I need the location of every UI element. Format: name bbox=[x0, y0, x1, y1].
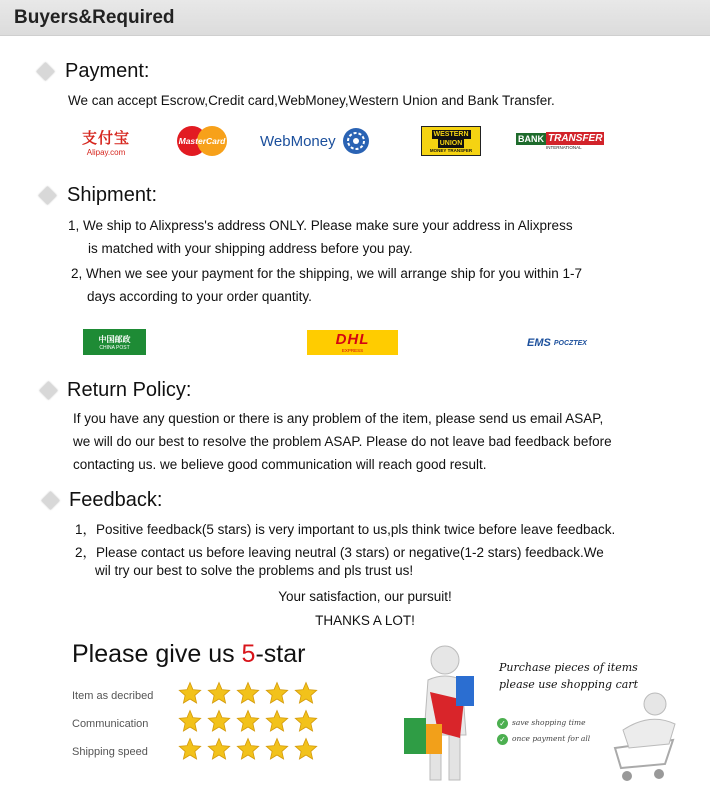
rating-stars-shipping bbox=[178, 737, 318, 761]
china-post-logo-text: CHINA POST bbox=[99, 344, 130, 351]
star-icon bbox=[207, 709, 231, 733]
payment-title: Payment: bbox=[65, 60, 150, 82]
shipment-line-2: is matched with your shipping address before you pay. bbox=[88, 241, 413, 256]
star-icon bbox=[265, 709, 289, 733]
mastercard-logo-text: MasterCard bbox=[178, 136, 226, 146]
shipment-title: Shipment: bbox=[67, 184, 158, 206]
alipay-logo bbox=[76, 124, 136, 160]
feedback-line-3: wil try our best to solve the problems and pls trust us! bbox=[95, 563, 414, 578]
closing-line-2: THANKS A LOT! bbox=[315, 613, 415, 628]
ems-logo bbox=[521, 334, 593, 352]
dhl-logo-text: DHL bbox=[335, 331, 370, 348]
star-icon bbox=[294, 709, 318, 733]
star-icon bbox=[236, 709, 260, 733]
shipment-line-1: 1, We ship to Alixpress's address ONLY. Please make sure your address in Alixpress bbox=[68, 218, 573, 233]
china-post-logo bbox=[83, 329, 146, 355]
shopper-figure-icon bbox=[400, 640, 490, 790]
closing-line-1: Your satisfaction, our pursuit! bbox=[278, 589, 452, 604]
webmoney-logo-text: WebMoney bbox=[260, 132, 336, 150]
webmoney-globe-icon bbox=[342, 127, 370, 155]
check-icon: ✓ bbox=[497, 718, 508, 729]
star-icon bbox=[178, 681, 202, 705]
shipment-line-3: 2, When we see your payment for the shipping, we will arrange ship for you within 1-7 bbox=[71, 266, 583, 281]
star-icon bbox=[178, 737, 202, 761]
shopping-cart-icon bbox=[595, 690, 685, 785]
western-union-line3: MONEY TRANSFER bbox=[429, 147, 473, 153]
return-policy-title: Return Policy: bbox=[67, 379, 192, 401]
western-union-line2: UNION bbox=[439, 139, 463, 147]
shipment-line-4: days according to your order quantity. bbox=[87, 289, 312, 304]
rating-title-num: 5 bbox=[241, 640, 256, 668]
bank-transfer-line2: TRANSFER bbox=[548, 133, 603, 144]
cart-ad-check-1: save shopping time bbox=[512, 718, 586, 727]
alipay-logo-cn: 支付宝 bbox=[81, 130, 130, 147]
cart-ad-line-1: Purchase pieces of items bbox=[499, 661, 638, 674]
bullet-diamond-icon bbox=[38, 186, 56, 204]
alipay-logo-text: Alipay.com bbox=[86, 148, 126, 157]
dhl-logo-sub: EXPRESS bbox=[341, 348, 364, 353]
ems-logo-sub: POCZTEX bbox=[553, 339, 587, 347]
feedback-title: Feedback: bbox=[69, 489, 163, 511]
rating-label-item: Item as decribed bbox=[72, 690, 154, 702]
feedback-line-1: 1，Positive feedback(5 stars) is very important to us,pls think twice before leave feedback. bbox=[75, 522, 616, 537]
rating-title-post: -star bbox=[255, 640, 306, 668]
bank-transfer-line3: INTERNATIONAL bbox=[546, 145, 582, 150]
bank-transfer-line1: BANK bbox=[518, 133, 544, 144]
star-icon bbox=[294, 737, 318, 761]
star-icon bbox=[178, 709, 202, 733]
return-policy-line-1: If you have any question or there is any problem of the item, please send us email ASAP, bbox=[73, 411, 604, 426]
bullet-diamond-icon bbox=[36, 62, 54, 80]
dhl-logo bbox=[307, 330, 398, 355]
cart-ad-line-2: please use shopping cart bbox=[499, 678, 638, 691]
bullet-diamond-icon bbox=[41, 491, 59, 509]
rating-label-communication: Communication bbox=[72, 718, 149, 730]
shopping-cart-ad bbox=[400, 640, 710, 790]
return-policy-line-2: we will do our best to resolve the problem ASAP. Please do not leave bad feedback before bbox=[73, 434, 612, 449]
rating-title bbox=[72, 640, 305, 669]
feedback-line-2: 2，Please contact us before leaving neutral (3 stars) or negative(1-2 stars) feedback.We bbox=[75, 545, 604, 560]
rating-stars-item bbox=[178, 681, 318, 705]
rating-title-pre: Please give us bbox=[72, 640, 242, 668]
ems-logo-text: EMS bbox=[527, 337, 551, 349]
star-icon bbox=[294, 681, 318, 705]
mastercard-logo bbox=[176, 125, 228, 157]
rating-stars-communication bbox=[178, 709, 318, 733]
western-union-line1: WESTERN bbox=[433, 130, 469, 138]
star-icon bbox=[265, 737, 289, 761]
bank-transfer-logo bbox=[516, 130, 603, 152]
page-header bbox=[0, 0, 710, 36]
check-icon: ✓ bbox=[497, 734, 508, 745]
webmoney-logo bbox=[260, 126, 380, 156]
star-icon bbox=[207, 681, 231, 705]
return-policy-line-3: contacting us. we believe good communication will reach good result. bbox=[73, 457, 487, 472]
star-icon bbox=[265, 681, 289, 705]
header-title: Buyers&Required bbox=[14, 7, 175, 28]
cart-ad-check-2: once payment for all bbox=[512, 734, 591, 743]
bullet-diamond-icon bbox=[39, 381, 57, 399]
star-icon bbox=[236, 681, 260, 705]
star-icon bbox=[207, 737, 231, 761]
payment-text: We can accept Escrow,Credit card,WebMoney,Western Union and Bank Transfer. bbox=[68, 93, 555, 108]
china-post-logo-cn: 中国邮政 bbox=[98, 334, 131, 344]
rating-label-shipping: Shipping speed bbox=[72, 746, 148, 758]
western-union-logo bbox=[421, 126, 481, 156]
star-icon bbox=[236, 737, 260, 761]
